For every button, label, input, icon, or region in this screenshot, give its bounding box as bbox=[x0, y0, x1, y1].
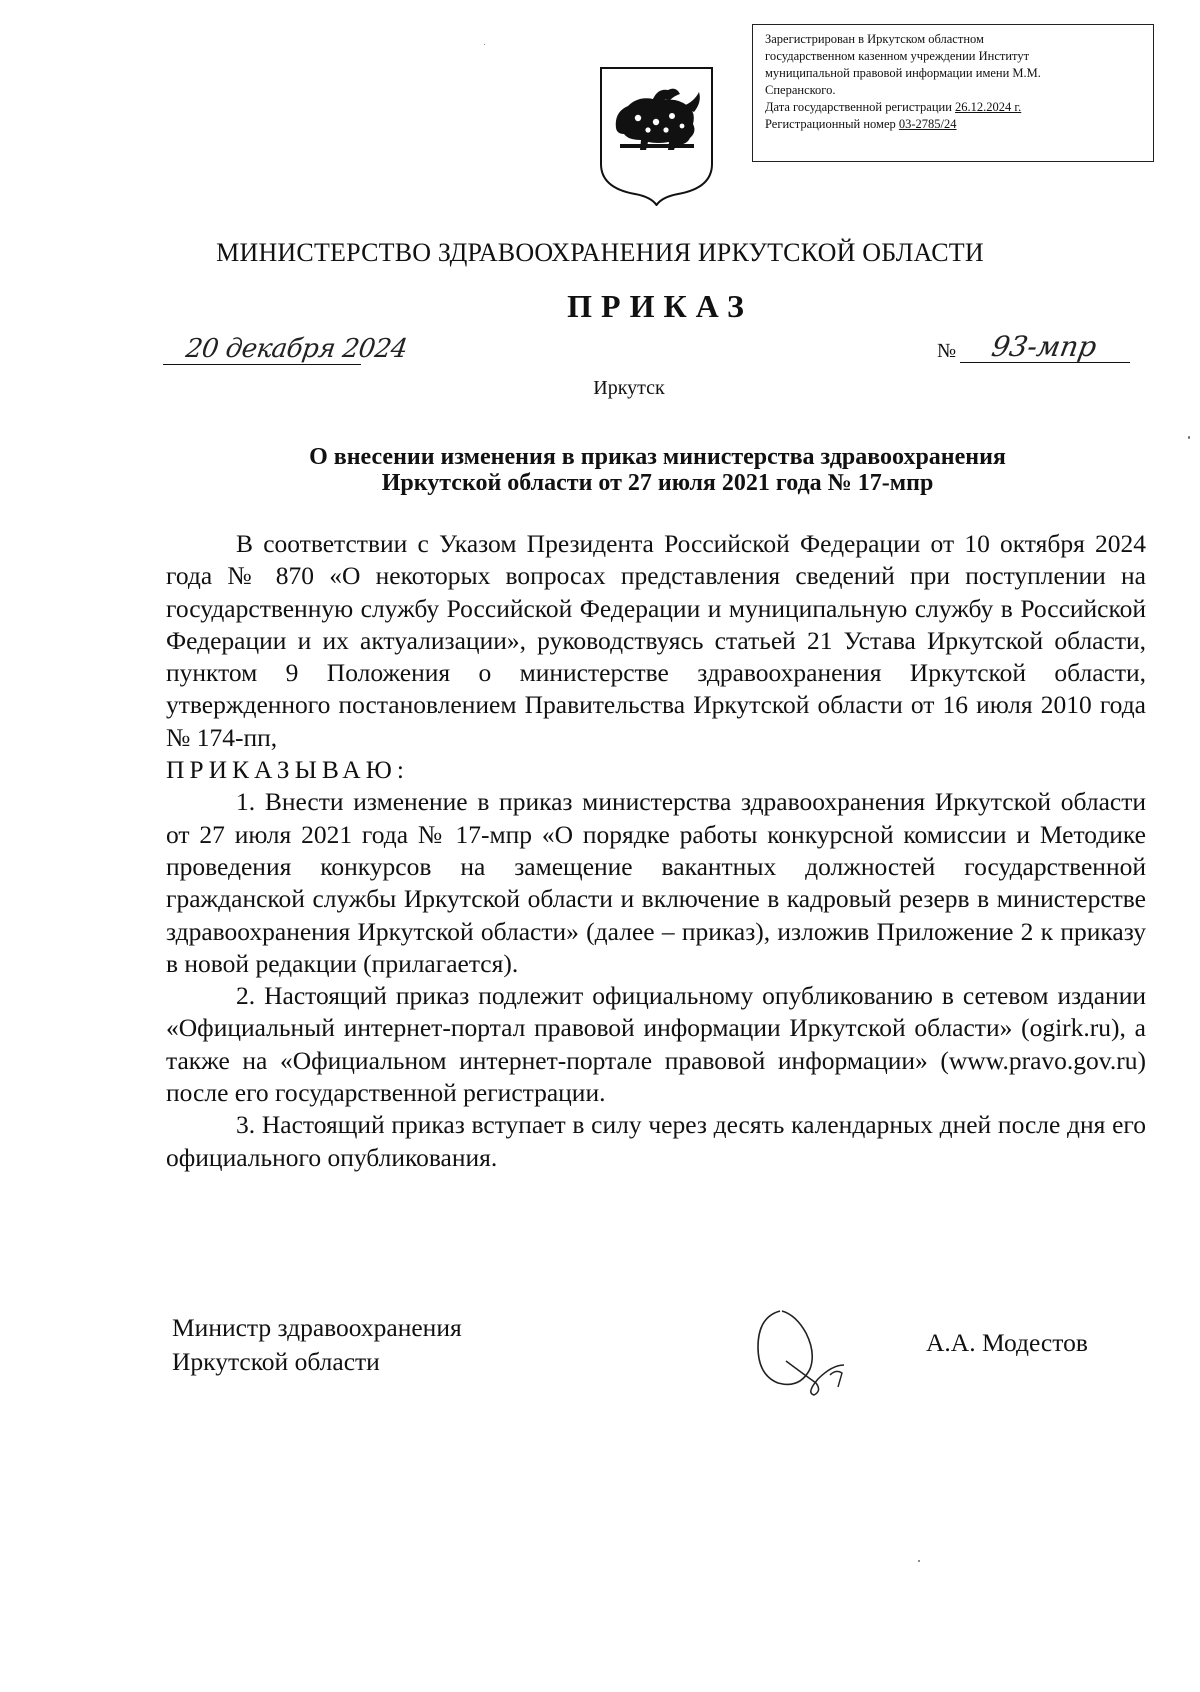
registration-line-3: муниципальной правовой информации имени М.М. bbox=[765, 66, 1041, 80]
handwritten-number: 93-мпр bbox=[989, 330, 1100, 363]
document-title bbox=[160, 444, 1155, 496]
order-item-1: 1. Внести изменение в приказ министерства здравоохранения Иркутской области от 27 июля 2021 года № 17-мпр «О порядке работы конкурсной комиссии и Методике проведения конкурсов на замещение вакантных должностей государственной гражданской службы Иркутской области и включение в кадровый резерв в министерстве здравоохранения Иркутской области» (далее – приказ), изложив Приложение 2 к приказу в новой редакции (прилагается). bbox=[166, 787, 1146, 978]
title-line-2: Иркутской области от 27 июля 2021 года № 17-мпр bbox=[381, 470, 934, 496]
registration-line-4: Сперанского. bbox=[765, 83, 836, 97]
registration-date-value: 26.12.2024 г. bbox=[955, 100, 1022, 114]
registration-number-value: 03-2785/24 bbox=[898, 117, 957, 131]
document-type: ПРИКАЗ bbox=[567, 288, 753, 324]
date-underline bbox=[163, 364, 361, 365]
document-body bbox=[166, 528, 1146, 1174]
order-item-3: 3. Настоящий приказ вступает в силу через десять календарных дней после дня его официального опубликования. bbox=[166, 1110, 1146, 1172]
city: Иркутск bbox=[593, 377, 665, 399]
registration-line-2: государственном казенном учреждении Институт bbox=[765, 49, 1030, 63]
scan-speck bbox=[918, 1560, 920, 1562]
number-underline bbox=[960, 362, 1130, 363]
registration-date-label: Дата государственной регистрации bbox=[765, 100, 956, 114]
signer-position bbox=[172, 1311, 462, 1379]
signer-name: А.А. Модестов bbox=[926, 1328, 1088, 1357]
irkutsk-coat-of-arms-icon bbox=[598, 66, 715, 206]
registration-date bbox=[765, 99, 1143, 116]
order-item-2: 2. Настоящий приказ подлежит официальному опубликованию в сетевом издании «Официальный интернет-портал правовой информации Иркутской области» (ogirk.ru), а также на «Официальном интернет-портале правовой информации» (www.pravo.gov.ru) после его государственной регистрации. bbox=[166, 981, 1146, 1108]
title-line-1: О внесении изменения в приказ министерства здравоохранения bbox=[309, 444, 1006, 470]
registration-number-label: Регистрационный номер bbox=[765, 117, 899, 131]
order-word: ПРИКАЗЫВАЮ: bbox=[166, 755, 409, 785]
handwritten-signature bbox=[752, 1303, 862, 1401]
registration-number bbox=[765, 116, 1143, 133]
signer-position-line-1: Министр здравоохранения bbox=[172, 1313, 462, 1342]
ministry-name: МИНИСТЕРСТВО ЗДРАВООХРАНЕНИЯ ИРКУТСКОЙ ОБЛАСТИ bbox=[216, 238, 984, 267]
number-sign: № bbox=[937, 340, 957, 362]
registration-stamp bbox=[752, 24, 1154, 162]
scan-speck bbox=[484, 44, 485, 45]
scan-speck bbox=[1188, 436, 1190, 439]
handwritten-date: 20 декабря 2024 bbox=[183, 334, 410, 364]
registration-line-1: Зарегистрирован в Иркутском областном bbox=[765, 32, 984, 46]
signer-position-line-2: Иркутской области bbox=[172, 1347, 380, 1376]
preamble-paragraph: В соответствии с Указом Президента Российской Федерации от 10 октября 2024 года № 870 «О некоторых вопросах представления сведений при поступлении на государственную службу Российской Федерации и муниципальную службу в Российской Федерации и их актуализации», руководствуясь статьей 21 Устава Иркутской области, пунктом 9 Положения о министерстве здравоохранения Иркутской области, утвержденного постановлением Правительства Иркутской области от 16 июля 2010 года № 174-пп, bbox=[166, 529, 1146, 752]
